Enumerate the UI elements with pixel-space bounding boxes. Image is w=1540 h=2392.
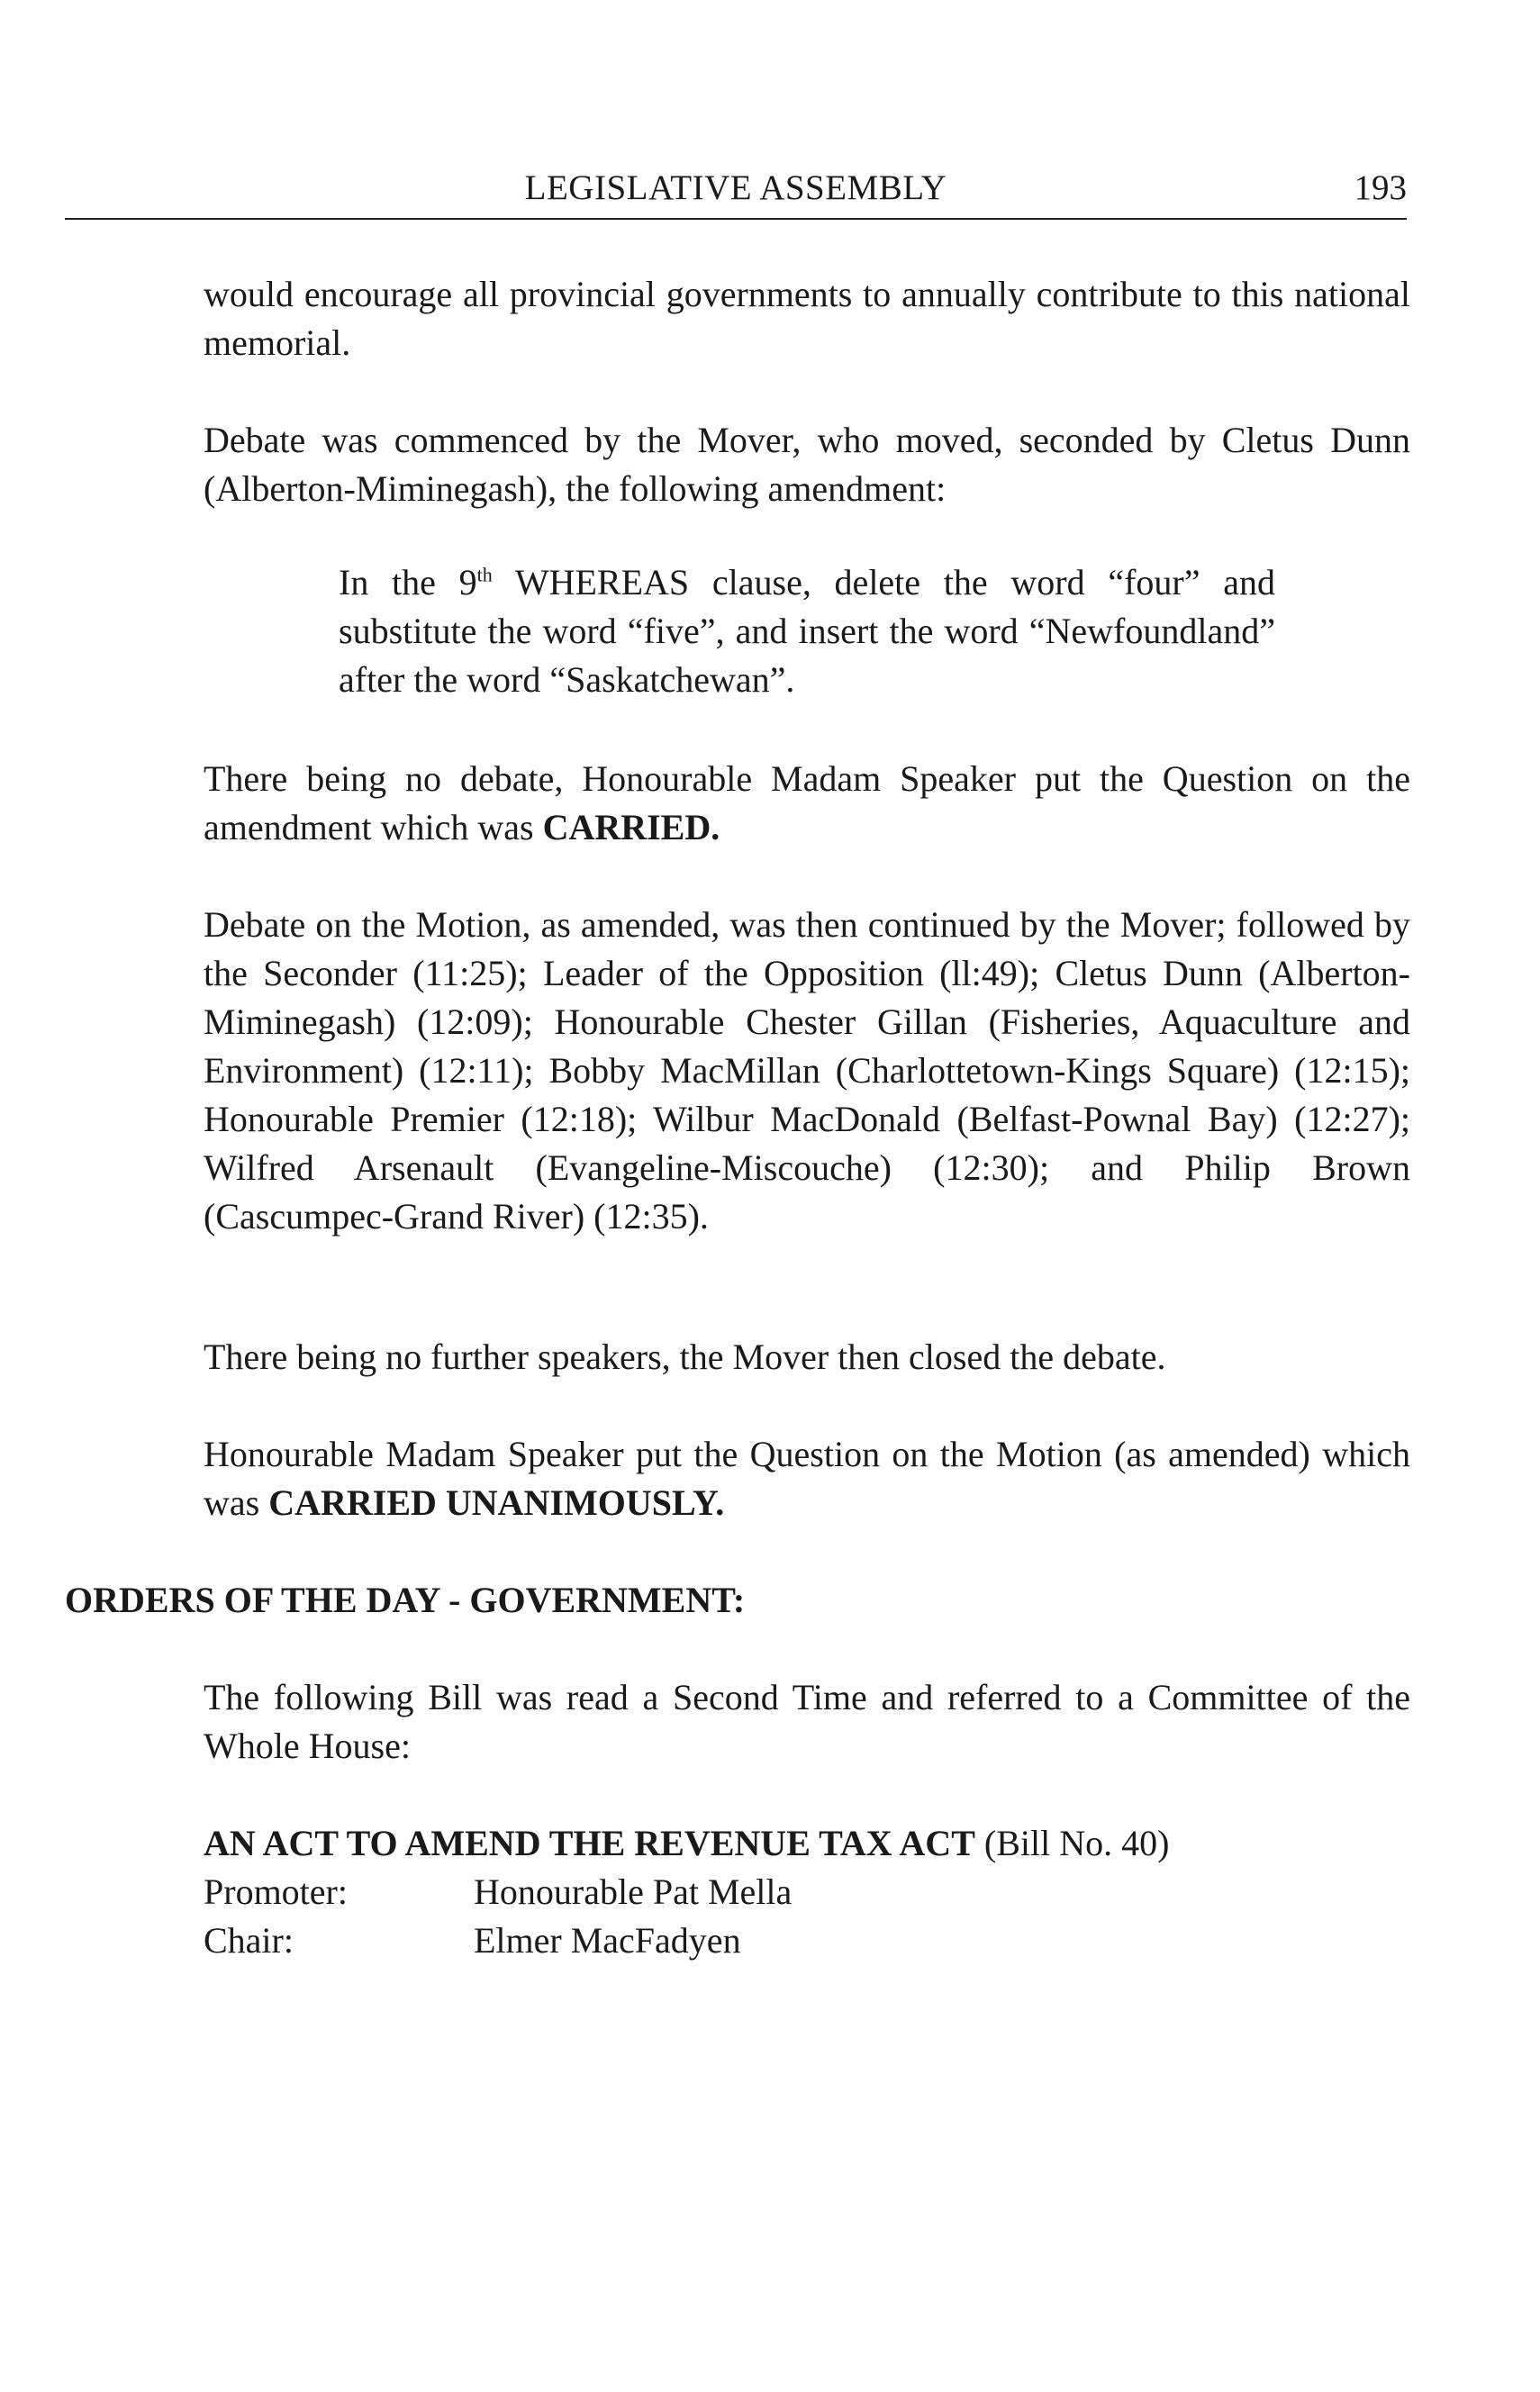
motion-result-text: Honourable Madam Speaker put the Question on the Motion (as amended) which was <box>204 1434 1410 1523</box>
promoter-value: Honourable Pat Mella <box>474 1871 793 1912</box>
chair-row <box>204 1916 741 1965</box>
amendment-text <box>339 558 1275 704</box>
paragraph-amendment-result <box>204 755 1410 852</box>
amendment-result-text: There being no debate, Honourable Madam Speaker put the Question on the amendment which was <box>204 758 1410 847</box>
chair-value: Elmer MacFadyen <box>474 1920 741 1961</box>
amendment-text-start: In the 9 <box>339 562 477 603</box>
bill-number: (Bill No. 40) <box>974 1823 1170 1863</box>
bill-title: AN ACT TO AMEND THE REVENUE TAX ACT <box>204 1823 975 1863</box>
amendment-result-status: CARRIED. <box>542 807 720 847</box>
bill-title-line <box>204 1819 1169 1868</box>
paragraph-debate-continued: Debate on the Motion, as amended, was then continued by the Mover; followed by the Seconder (11:25); Leader of the Opposition (ll:49); Cletus Dunn (Alberton-Miminegash) (12:09); Honourable Chester Gillan (Fisheries, Aquaculture and Environment) (12:11); Bobby MacMillan (Charlottetown-Kings Square) (12:15); Honourable Premier (12:18); Wilbur MacDonald (Belfast-Pownal Bay) (12:27); Wilfred Arsenault (Evangeline-Miscouche) (12:30); and Philip Brown (Cascumpec-Grand River) (12:35). <box>204 904 1410 1237</box>
paragraph-bill-intro: The following Bill was read a Second Time and referred to a Committee of the Whole House: <box>204 1677 1410 1766</box>
amendment-text-rest: WHEREAS clause, delete the word “four” and substitute the word “five”, and insert the word “Newfoundland” after the word “Saskatchewan”. <box>339 562 1275 700</box>
paragraph-debate-closed: There being no further speakers, the Mover then closed the debate. <box>204 1336 1166 1377</box>
paragraph-continuation: would encourage all provincial governments to annually contribute to this national memorial. <box>204 274 1410 363</box>
header-rule <box>65 218 1407 220</box>
running-header <box>65 168 1407 218</box>
section-heading: ORDERS OF THE DAY - GOVERNMENT: <box>65 1580 746 1620</box>
ordinal-suffix: th <box>476 563 493 586</box>
motion-result-status: CARRIED UNANIMOUSLY. <box>268 1482 725 1523</box>
page-number: 193 <box>1354 168 1407 207</box>
running-title: LEGISLATIVE ASSEMBLY <box>524 168 947 207</box>
promoter-row <box>204 1868 792 1916</box>
paragraph-debate-commenced: Debate was commenced by the Mover, who moved, seconded by Cletus Dunn (Alberton-Miminegash), the following amendment: <box>204 420 1410 509</box>
chair-label: Chair: <box>204 1920 294 1961</box>
paragraph-motion-result <box>204 1430 1410 1527</box>
promoter-label: Promoter: <box>204 1871 348 1912</box>
